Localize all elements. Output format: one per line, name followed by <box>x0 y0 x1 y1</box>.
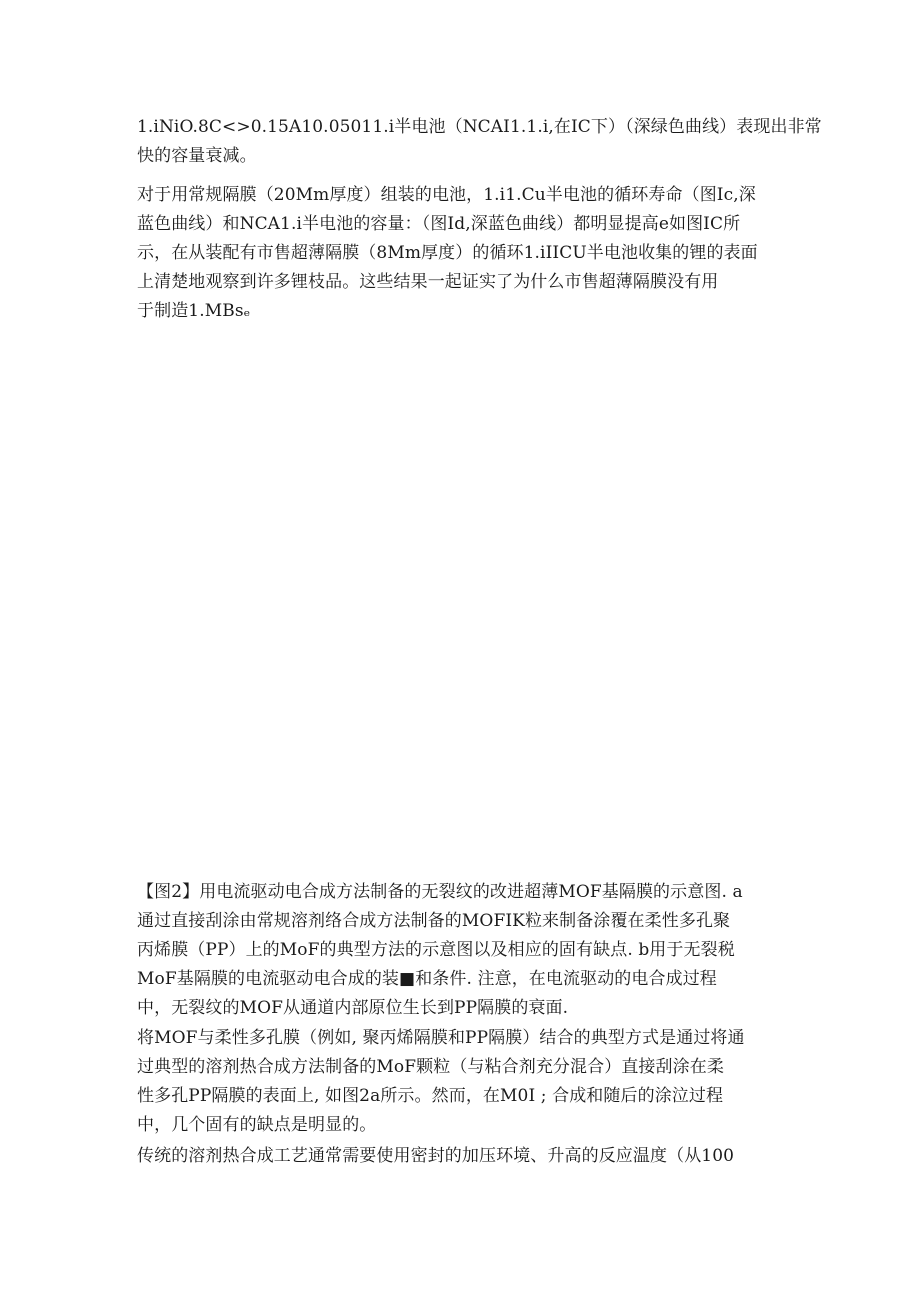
paragraph-solvothermal <box>137 1142 787 1171</box>
text-line: 中，无裂纹的MOF从通道内部原位生长到PP隔膜的衰面. <box>137 998 569 1018</box>
text-line: 对于用常规隔膜（20Mm厚度）组装的电池，1.i1.Cu半电池的循环寿命（图Ic,深 <box>137 185 756 205</box>
text-line: 蓝色曲线）和NCA1.i半电池的容量：（图Id,深蓝色曲线）都明显提高e如图IC所 <box>137 214 741 234</box>
text-line: MoF基隔膜的电流驱动电合成的装■和条件. 注意，在电流驱动的电合成过程 <box>137 969 717 989</box>
text-line: 【图2】用电流驱动电合成方法制备的无裂纹的改进超薄MOF基隔膜的示意图. a <box>137 882 743 902</box>
text-line: 于制造1.MBsₑ <box>137 301 251 321</box>
text-line: 将MOF与柔性多孔膜（例如, 聚丙烯隔膜和PP隔膜）结合的典型方式是通过将通 <box>137 1028 745 1048</box>
text-line: 通过直接刮涂由常规溶剂络合成方法制备的MOFIK粒来制备涂覆在柔性多孔聚 <box>137 911 731 931</box>
text-line: 上清楚地观察到许多锂枝品。这些结果一起证实了为什么市售超薄隔膜没有用 <box>137 272 719 292</box>
paragraph-conventional-separator <box>137 181 787 326</box>
text-line: 1.iNiO.8C<>0.15A10.05011.i半电池（NCAI1.1.i,在IC下）（深绿色曲线）表现出非常 <box>137 117 822 137</box>
text-line: 示，在从装配有市售超薄隔膜（8Mm厚度）的循环1.iIICU半电池收集的锂的表面 <box>137 243 758 263</box>
text-line: 性多孔PP隔膜的表面上, 如图2a所示。然而，在M0I ; 合成和随后的涂泣过程 <box>137 1086 724 1106</box>
text-line: 快的容量衰减。 <box>137 146 257 166</box>
paragraph-mof-coating <box>137 1024 787 1140</box>
paragraph-capacity-fade <box>137 113 822 171</box>
text-line: 中，几个固有的缺点是明显的。 <box>137 1115 377 1135</box>
text-line: 传统的溶剂热合成工艺通常需要使用密封的加压环境、升高的反应温度（从100 <box>137 1146 735 1166</box>
figure-2-caption <box>137 878 787 1023</box>
text-line: 丙烯膜（PP）上的MoF的典型方法的示意图以及相应的固有缺点. b用于无裂税 <box>137 940 735 960</box>
text-line: 过典型的溶剂热合成方法制备的MoF颗粒（与粘合剂充分混合）直接刮涂在柔 <box>137 1057 724 1077</box>
